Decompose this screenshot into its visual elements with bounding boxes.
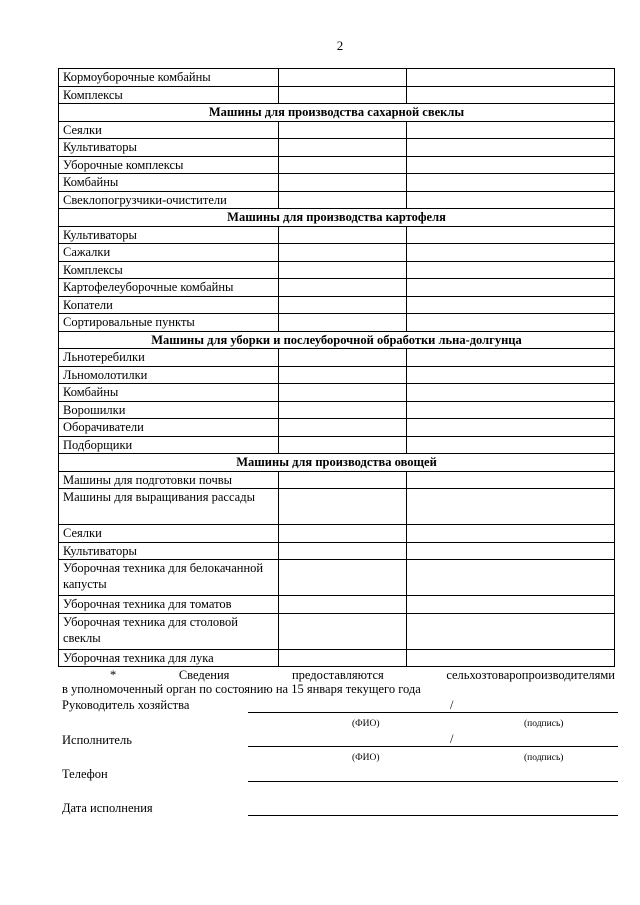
value-cell-1[interactable] [279, 649, 407, 667]
value-cell-2[interactable] [407, 542, 615, 560]
section-title: Машины для производства овощей [59, 454, 615, 472]
value-cell-2[interactable] [407, 613, 615, 649]
value-cell-2[interactable] [407, 174, 615, 192]
section-title: Машины для производства сахарной свеклы [59, 104, 615, 122]
footnote-line-2: в уполномоченный орган по состоянию на 15 января текущего года [62, 682, 421, 696]
table-row [59, 191, 615, 209]
phone-label: Телефон [62, 767, 108, 781]
value-cell-2[interactable] [407, 191, 615, 209]
value-cell-1[interactable] [279, 401, 407, 419]
machine-type-cell: Уборочная техника для столовой свеклы [59, 613, 279, 649]
value-cell-1[interactable] [279, 419, 407, 437]
value-cell-1[interactable] [279, 279, 407, 297]
executor-label: Исполнитель [62, 733, 132, 747]
machine-type-cell: Комплексы [59, 261, 279, 279]
value-cell-1[interactable] [279, 349, 407, 367]
value-cell-1[interactable] [279, 384, 407, 402]
table-row [59, 542, 615, 560]
value-cell-1[interactable] [279, 613, 407, 649]
executor-slash: / [450, 732, 454, 746]
date-line[interactable] [248, 815, 618, 816]
table-row [59, 156, 615, 174]
table-row [59, 121, 615, 139]
machine-type-cell: Комбайны [59, 174, 279, 192]
value-cell-1[interactable] [279, 244, 407, 262]
value-cell-2[interactable] [407, 384, 615, 402]
value-cell-2[interactable] [407, 121, 615, 139]
value-cell-2[interactable] [407, 419, 615, 437]
table-row [59, 401, 615, 419]
machine-type-cell: Культиваторы [59, 542, 279, 560]
value-cell-1[interactable] [279, 489, 407, 525]
value-cell-1[interactable] [279, 191, 407, 209]
value-cell-2[interactable] [407, 69, 615, 87]
table-row [59, 649, 615, 667]
executor-sign-caption: (подпись) [524, 753, 564, 763]
table-row [59, 86, 615, 104]
machine-type-cell: Культиваторы [59, 226, 279, 244]
machine-type-cell: Сеялки [59, 525, 279, 543]
value-cell-1[interactable] [279, 525, 407, 543]
value-cell-2[interactable] [407, 525, 615, 543]
section-header-row [59, 209, 615, 227]
table-row [59, 174, 615, 192]
footnote [62, 668, 615, 696]
value-cell-1[interactable] [279, 436, 407, 454]
value-cell-2[interactable] [407, 279, 615, 297]
table-row [59, 419, 615, 437]
table-row [59, 226, 615, 244]
value-cell-1[interactable] [279, 471, 407, 489]
value-cell-2[interactable] [407, 261, 615, 279]
value-cell-2[interactable] [407, 296, 615, 314]
table-row [59, 471, 615, 489]
section-header-row [59, 331, 615, 349]
section-header-row [59, 454, 615, 472]
table-row [59, 366, 615, 384]
machine-type-cell: Уборочные комплексы [59, 156, 279, 174]
machine-type-cell: Льнотеребилки [59, 349, 279, 367]
value-cell-2[interactable] [407, 471, 615, 489]
table-row [59, 613, 615, 649]
value-cell-1[interactable] [279, 542, 407, 560]
table-row [59, 314, 615, 332]
machine-type-cell: Машины для подготовки почвы [59, 471, 279, 489]
value-cell-1[interactable] [279, 560, 407, 596]
section-title: Машины для производства картофеля [59, 209, 615, 227]
footnote-word-3: сельхозтоваропроизводителями [446, 668, 615, 682]
phone-line[interactable] [248, 781, 618, 782]
machine-type-cell: Копатели [59, 296, 279, 314]
table-row [59, 436, 615, 454]
machine-type-cell: Свеклопогрузчики-очистители [59, 191, 279, 209]
head-signature-line[interactable] [248, 712, 618, 713]
machine-type-cell: Машины для выращивания рассады [59, 489, 279, 525]
table-row [59, 489, 615, 525]
value-cell-2[interactable] [407, 401, 615, 419]
head-fio-caption: (ФИО) [352, 719, 380, 729]
value-cell-2[interactable] [407, 366, 615, 384]
table-row [59, 244, 615, 262]
machine-type-cell: Культиваторы [59, 139, 279, 157]
value-cell-2[interactable] [407, 244, 615, 262]
value-cell-2[interactable] [407, 314, 615, 332]
value-cell-2[interactable] [407, 226, 615, 244]
machine-type-cell: Комплексы [59, 86, 279, 104]
value-cell-2[interactable] [407, 156, 615, 174]
value-cell-1[interactable] [279, 261, 407, 279]
table-row [59, 279, 615, 297]
footnote-word-2: предоставляются [291, 668, 384, 682]
table-row [59, 139, 615, 157]
value-cell-1[interactable] [279, 314, 407, 332]
table-row [59, 349, 615, 367]
value-cell-1[interactable] [279, 156, 407, 174]
value-cell-1[interactable] [279, 596, 407, 614]
machine-type-cell: Сортировальные пункты [59, 314, 279, 332]
value-cell-1[interactable] [279, 139, 407, 157]
table-row [59, 384, 615, 402]
head-label: Руководитель хозяйства [62, 698, 190, 712]
machine-type-cell: Уборочная техника для белокачанной капусты [59, 560, 279, 596]
head-slash: / [450, 698, 454, 712]
machinery-table [58, 68, 615, 667]
machine-type-cell: Льномолотилки [59, 366, 279, 384]
machine-type-cell: Комбайны [59, 384, 279, 402]
value-cell-2[interactable] [407, 596, 615, 614]
table-row [59, 69, 615, 87]
head-sign-caption: (подпись) [524, 719, 564, 729]
table-row [59, 296, 615, 314]
section-title: Машины для уборки и послеуборочной обработки льна-долгунца [59, 331, 615, 349]
machine-type-cell: Уборочная техника для томатов [59, 596, 279, 614]
machine-type-cell: Подборщики [59, 436, 279, 454]
value-cell-2[interactable] [407, 349, 615, 367]
executor-fio-caption: (ФИО) [352, 753, 380, 763]
footnote-star: * [110, 668, 117, 682]
table-row [59, 596, 615, 614]
machine-type-cell: Сажалки [59, 244, 279, 262]
value-cell-1[interactable] [279, 86, 407, 104]
value-cell-1[interactable] [279, 366, 407, 384]
value-cell-2[interactable] [407, 489, 615, 525]
value-cell-1[interactable] [279, 296, 407, 314]
machine-type-cell: Сеялки [59, 121, 279, 139]
value-cell-2[interactable] [407, 86, 615, 104]
value-cell-2[interactable] [407, 436, 615, 454]
value-cell-1[interactable] [279, 226, 407, 244]
value-cell-2[interactable] [407, 649, 615, 667]
value-cell-1[interactable] [279, 69, 407, 87]
machine-type-cell: Уборочная техника для лука [59, 649, 279, 667]
value-cell-1[interactable] [279, 121, 407, 139]
table-row [59, 261, 615, 279]
table-row [59, 525, 615, 543]
value-cell-1[interactable] [279, 174, 407, 192]
machine-type-cell: Кормоуборочные комбайны [59, 69, 279, 87]
machine-type-cell: Оборачиватели [59, 419, 279, 437]
table-row [59, 560, 615, 596]
date-label: Дата исполнения [62, 801, 153, 815]
executor-signature-line[interactable] [248, 746, 618, 747]
page-number: 2 [336, 38, 344, 53]
footnote-word-1: Сведения [178, 668, 230, 682]
section-header-row [59, 104, 615, 122]
machine-type-cell: Картофелеуборочные комбайны [59, 279, 279, 297]
machine-type-cell: Ворошилки [59, 401, 279, 419]
value-cell-2[interactable] [407, 139, 615, 157]
value-cell-2[interactable] [407, 560, 615, 596]
